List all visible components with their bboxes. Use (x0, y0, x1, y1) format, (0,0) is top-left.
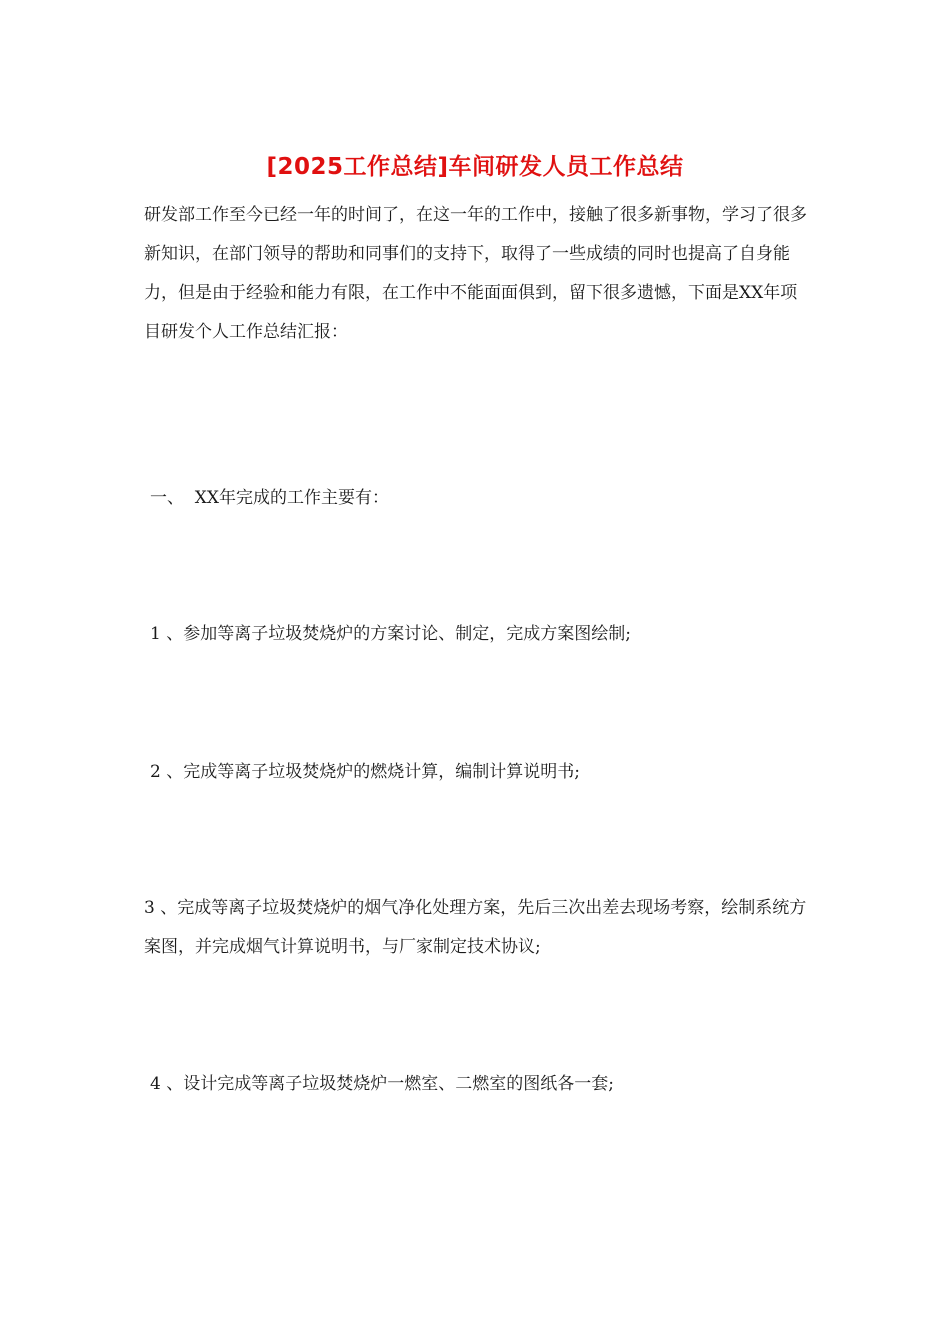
list-item: 2 、完成等离子垃圾焚烧炉的燃烧计算，编制计算说明书; (150, 762, 580, 782)
section-heading: 一、 XX年完成的工作主要有： (150, 488, 390, 508)
list-item: 1 、参加等离子垃圾焚烧炉的方案讨论、制定，完成方案图绘制; (150, 624, 631, 644)
document-title: [2025工作总结]车间研发人员工作总结 (266, 154, 684, 180)
list-item: 3 、完成等离子垃圾焚烧炉的烟气净化处理方案，先后三次出差去现场考察，绘制系统方案图，并完成烟气计算说明书，与厂家制定技术协议; (144, 898, 807, 957)
list-item: 4 、设计完成等离子垃圾焚烧炉一燃室、二燃室的图纸各一套; (150, 1074, 614, 1094)
intro-paragraph: 研发部工作至今已经一年的时间了，在这一年的工作中，接触了很多新事物，学习了很多新知识，在部门领导的帮助和同事们的支持下，取得了一些成绩的同时也提高了自身能力，但是由于经验和能力有限，在工作中不能面面俱到，留下很多遗憾，下面是XX年项目研发个人工作总结汇报： (144, 205, 807, 342)
